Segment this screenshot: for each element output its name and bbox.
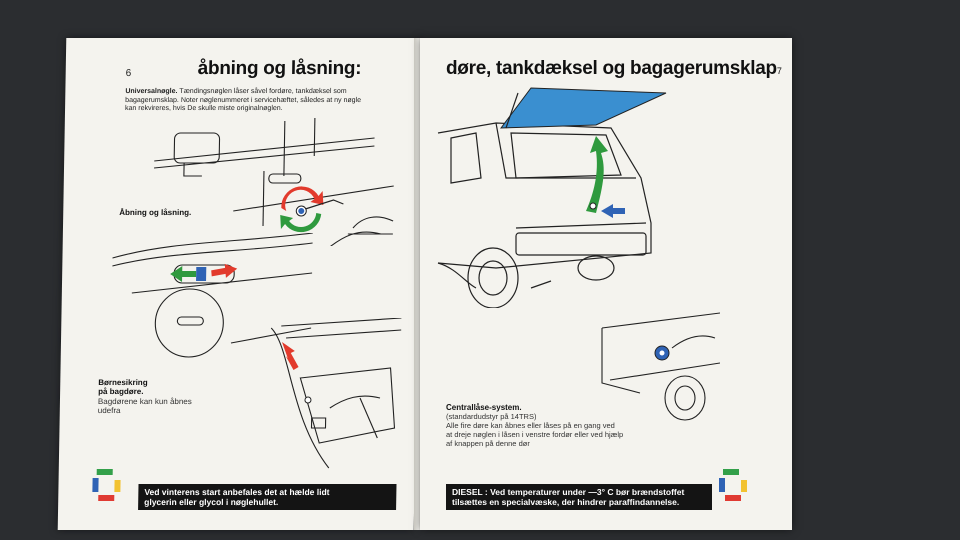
arrow-left-blue-icon (601, 204, 625, 218)
page-title-left: åbning og låsning: (197, 58, 362, 79)
door-key-illustration (153, 116, 405, 246)
page-number-left: 6 (125, 68, 132, 79)
footer-left-line-1: Ved vinterens start anbefales det at hælde lidt (144, 487, 330, 497)
label-opening-locking: Åbning og låsning. (119, 208, 192, 217)
central-line-2: Alle fire døre kan åbnes eller låses på en gang ved (446, 421, 615, 430)
central-line-1: (standardudstyr på 14TRS) (446, 412, 537, 421)
childlock-text-2: udefra (97, 406, 121, 415)
arrow-left-green-icon (170, 266, 196, 282)
footer-tip-left (138, 484, 396, 510)
label-childlock-2: på bagdøre. (98, 387, 144, 396)
footer-right-line-2: tilsættes en specialvæske, der hindrer paraffindannelse. (452, 497, 680, 507)
brand-logo-icon (715, 466, 755, 506)
tailgate-open-shape (501, 88, 666, 128)
footer-tip-right (446, 484, 712, 510)
left-page (58, 38, 423, 530)
intro-text: Tændingsnøglen låser såvel fordøre, tankdæksel som bagagerumsklap. Noter nøglenummeret i servicehæftet, således at ny nøgle kan rekvireres, hvis De skulle miste originalnøglen. (125, 88, 362, 112)
brand-logo-icon (88, 466, 129, 506)
intro-paragraph (125, 88, 365, 114)
childlock-illustration (259, 318, 412, 478)
intro-heading: Universalnøgle. (125, 88, 178, 95)
footer-left-line-2: glycerin eller glycol i nøglehullet. (144, 497, 279, 507)
footer-right-line-1: DIESEL : Ved temperaturer under —3° C bør brændstoffet (452, 487, 685, 497)
central-line-4: af knappen på denne dør (446, 439, 530, 448)
page-number-right: 7 (776, 66, 782, 76)
page-title-right (446, 58, 782, 80)
fuel-cap-illustration (600, 308, 720, 423)
car-tailgate-illustration (436, 83, 676, 308)
arrow-up-green-icon (586, 136, 608, 213)
right-page (420, 38, 792, 530)
central-line-3: at dreje nøglen i låsen i venstre fordør eller ved hjælp (446, 430, 624, 439)
label-childlock-1: Børnesikring (98, 378, 148, 387)
central-locking-heading: Centrallåse-system. (446, 403, 522, 412)
childlock-text-1: Bagdørene kan kun åbnes (97, 397, 192, 406)
page-title-right-text: døre, tankdæksel og bagagerumsklap (446, 58, 777, 79)
